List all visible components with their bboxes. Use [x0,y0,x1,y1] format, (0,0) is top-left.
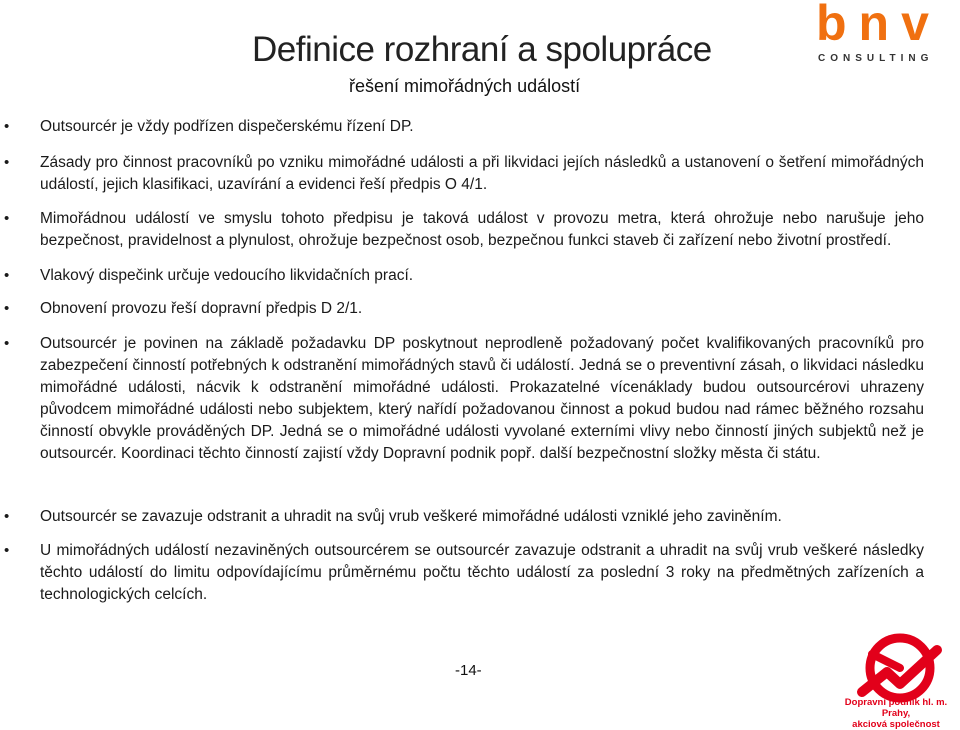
logo-tagline: CONSULTING [818,53,934,64]
bullet-icon: • [4,508,10,525]
dpp-company-name [836,697,956,730]
bullet-item [4,208,924,252]
bullet-text: Vlakový dispečink určuje vedoucího likvidačních prací. [40,267,414,284]
dpp-company-line1: Dopravní podnik hl. m. Prahy, [844,697,948,719]
bullet-icon: • [4,300,10,317]
bullet-item [4,540,924,606]
bullet-item [4,265,924,287]
bullet-text: Zásady pro činnost pracovníků po vzniku mimořádné události a při likvidaci jejích následků a ustanovení o šetření mimořádných událostí, jejich klasifikaci, uzavírání a evidenci řeší předpis O 4/1. [40,154,924,193]
bullet-text: Outsourcér je povinen na základě požadavku DP poskytnout neprodleně požadovaný počet kvalifikovaných pracovníků pro zabezpečení činností potřebných k odstranění mimořádných stavů či událostí. Jedná se o preventivní zásah, o likvidaci následku mimořádné události, nácvik k odstranění mimořádné události. Prokazatelné vícenáklady budou outsourcérovi uhrazeny původcem mimořádné události nebo subjektem, který nařídí požadovanou činnost a pokud budou nad rámec běžného rozsahu činností obvykle prováděných DP. Jedná se o mimořádné události vyvolané externími vlivy nebo činností jiných subjektů než je outsourcér. Koordinaci těchto činností zajistí vždy Dopravní podnik popř. další bezpečnostní složky města či státu. [40,335,924,462]
bullet-item [4,506,924,528]
bullet-text: U mimořádných událostí nezaviněných outsourcérem se outsourcér zavazuje odstranit a uhradit na svůj vrub veškeré následky těchto událostí do limitu odpovídajícímu průměrnému počtu těchto událostí za poslední 3 roky na předmětných zařízeních a technologických celcích. [40,542,924,603]
bullet-icon: • [4,335,10,352]
bullet-item [4,152,924,196]
page-number: -14- [455,662,482,679]
dpp-company-line2: akciová společnost [852,719,940,730]
bullet-item [4,116,924,138]
logo-letters: bnv [816,0,941,51]
bnv-consulting-logo [814,0,944,68]
bullet-text: Outsourcér je vždy podřízen dispečerskému řízení DP. [40,118,414,135]
bullet-icon: • [4,118,10,135]
bullet-icon: • [4,267,10,284]
bullet-item [4,333,924,465]
page-subtitle: řešení mimořádných událostí [349,76,581,96]
bullet-item [4,298,924,320]
bullet-text: Outsourcér se zavazuje odstranit a uhradit na svůj vrub veškeré mimořádné události vzniklé jeho zaviněním. [40,508,782,525]
bullet-text: Mimořádnou událostí ve smyslu tohoto předpisu je taková událost v provozu metra, která ohrožuje nebo narušuje jeho bezpečnost, pravidelnost a plynulost, ohrožuje bezpečnost osob, bezpečnou funkci staveb či zařízení nebo životní prostředí. [40,210,924,249]
bullet-text: Obnovení provozu řeší dopravní předpis D 2/1. [40,300,363,317]
bullet-icon: • [4,154,10,171]
page-title: Definice rozhraní a spolupráce [252,30,712,69]
bullet-icon: • [4,542,10,559]
bullet-icon: • [4,210,10,227]
